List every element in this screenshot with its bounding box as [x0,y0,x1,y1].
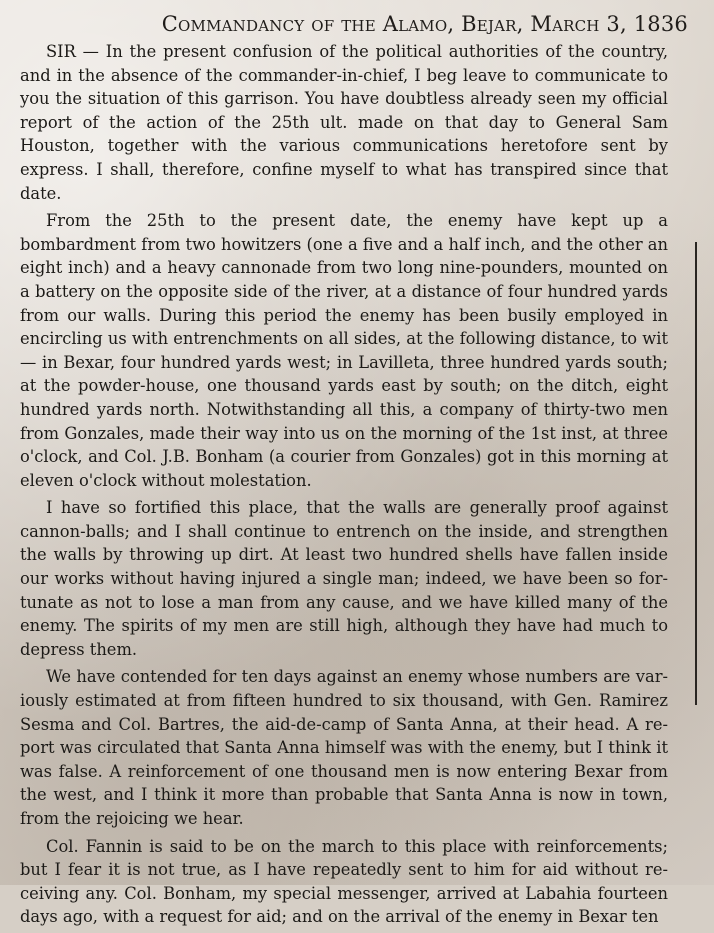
letter-body [20,40,668,933]
paragraph-1: SIR — In the present confusion of the political authorities of the country, and in the absence of the commander-in-chief, I beg leave to communicate to you the situation of this garrison. You have doubtless already seen my official report of the action of the 25th ult. made on that day to General Sam Houston, together with the various communications heretofore sent by express. I shall, therefore, confine myself to what has transpired since that date. [20,42,668,203]
letter-heading: Commandancy of the Alamo, Bejar, March 3, 1836 [161,12,688,36]
margin-rule-line [695,242,697,705]
paragraph-3: I have so fortified this place, that the walls are generally proof against cannon-balls; and I shall continue to entrench on the inside, and strengthen the walls by throwing up dirt. At least two hundred shells have fallen inside our works without having injured a single man; indeed, we have been so fortunate as not to lose a man from any cause, and we have killed many of the enemy. The spirits of my men are still high, although they have had much to depress them. [20,498,668,659]
paragraph-2: From the 25th to the present date, the enemy have kept up a bombardment from two howitzers (one a five and a half inch, and the other an eight inch) and a heavy cannonade from two long nine-pounders, mounted on a battery on the opposite side of the river, at a distance of four hundred yards from our walls. During this period the enemy has been busily employed in encircling us with entrenchments on all sides, at the following distance, to wit — in Bexar, four hundred yards west; in Lavilleta, three hundred yards south; at the powder-house, one thousand yards east by south; on the ditch, eight hundred yards north. Notwithstanding all this, a company of thirty-two men from Gonzales, made their way into us on the morning of the 1st inst, at three o'clock, and Col. J.B. Bonham (a courier from Gonzales) got in this morning at eleven o'clock without molestation. [20,211,668,490]
paragraph-4: We have contended for ten days against an enemy whose numbers are variously estimated at from fifteen hundred to six thousand, with Gen. Ramirez Sesma and Col. Bartres, the aid-de-camp of Santa Anna, at their head. A report was circulated that Santa Anna himself was with the enemy, but I think it was false. A reinforcement of one thousand men is now entering Bexar from the west, and I think it more than probable that Santa Anna is now in town, from the rejoicing we hear. [20,667,668,828]
paragraph-5: Col. Fannin is said to be on the march to this place with reinforcements; but I fear it is not true, as I have repeatedly sent to him for aid without receiving any. Col. Bonham, my special messenger, arrived at Labahia fourteen days ago, with a request for aid; and on the arrival of the enemy in Bexar ten [20,836,668,927]
